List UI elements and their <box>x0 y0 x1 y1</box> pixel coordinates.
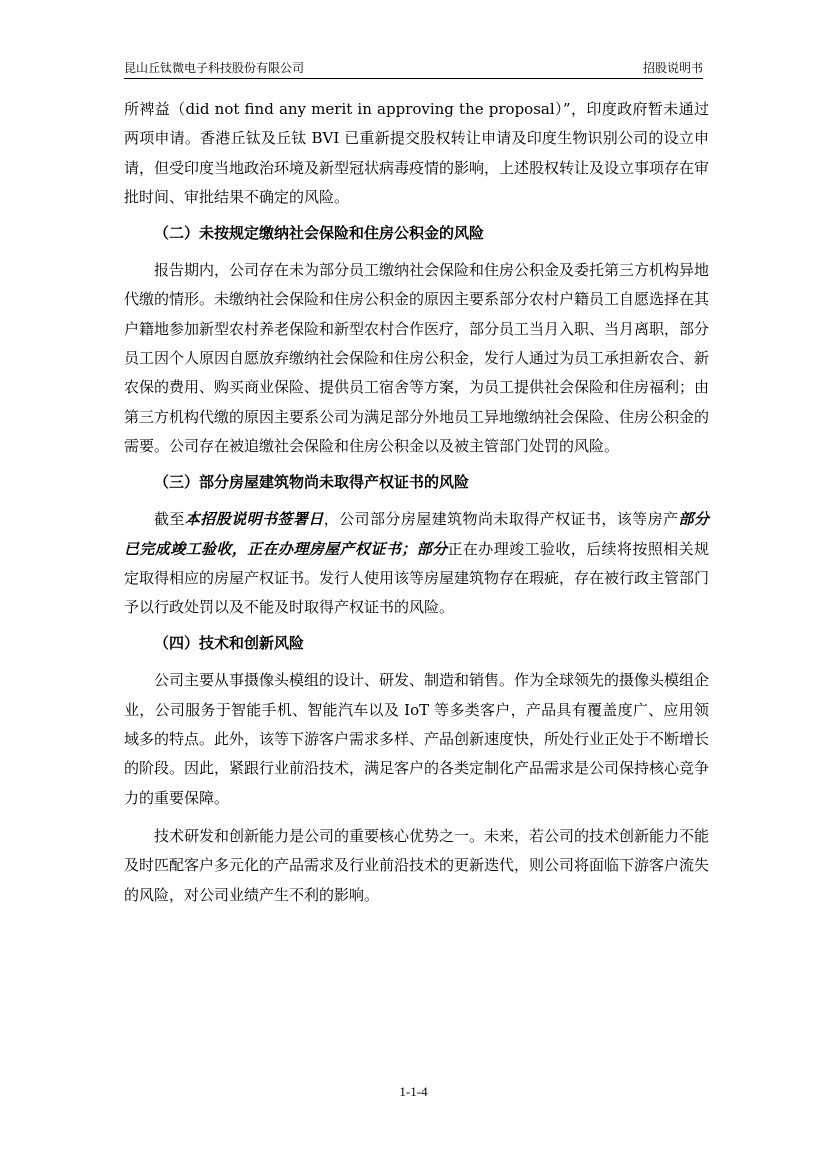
company-name: 昆山丘钛微电子科技股份有限公司 <box>124 61 305 75</box>
section-4-paragraph-1: 公司主要从事摄像头模组的设计、研发、制造和销售。作为全球领先的摄像头模组企业，公司服务于智能手机、智能汽车以及 IoT 等多类客户，产品具有覆盖度广、应用领域多的特点。此外，该等下游客户需求多样、产品创新速度快，所处行业正处于不断增长的阶段。因此，紧跟行业前沿技术，满足客户的各类定制化产品需求是公司保持核心竞争力的重要保障。 <box>124 671 710 807</box>
s3-text-3: 正在办理竣工验收，后续将按照相关规定取得相应的房屋产权证书。发行人使用该等房屋建筑物存在瑕疵，存在被行政主管部门予以行政处罚以及不能及时取得产权证书的风险。 <box>124 539 710 617</box>
s3-bold-2: 部分已完成竣工验收，正在办理房屋产权证书；部分 <box>124 510 709 558</box>
header-rule <box>124 78 703 79</box>
section-3-paragraph <box>124 505 709 622</box>
s3-text-2: ，公司部分房屋建筑物尚未取得产权证书，该等房产 <box>323 510 679 529</box>
section-2-paragraph: 报告期内，公司存在未为部分员工缴纳社会保险和住房公积金及委托第三方机构异地代缴的情形。未缴纳社会保险和住房公积金的原因主要系部分农村户籍员工自愿选择在其户籍地参加新型农村养老保险和新型农村合作医疗，部分员工当月入职、当月离职，部分员工因个人原因自愿放弃缴纳社会保险和住房公积金，发行人通过为员工承担新农合、新农保的费用、购买商业保险、提供员工宿舍等方案，为员工提供社会保险和住房福利；由第三方机构代缴的原因主要系公司为满足部分外地员工异地缴纳社会保险、住房公积金的需要。公司存在被追缴社会保险和住房公积金以及被主管部门处罚的风险。 <box>124 261 710 455</box>
page-number: 1-1-4 <box>399 1084 428 1099</box>
document-type: 招股说明书 <box>642 61 703 75</box>
page-header <box>124 57 703 79</box>
intro-paragraph: 所裨益（did not find any merit in approving the proposal）”，印度政府暂未通过两项申请。香港丘钛及丘钛 BVI 已重新提交股权转让申请及印度生物识别公司的设立申请，但受印度当地政治环境及新型冠状病毒疫情的影响，上述股权转让及设立事项存在审批时间、审批结果不确定的风险。 <box>124 100 710 206</box>
section-4-heading: （四）技术和创新风险 <box>154 634 305 653</box>
document-body <box>124 95 709 919</box>
s3-text-1: 截至 <box>154 510 185 529</box>
s3-bold-1: 本招股说明书签署日 <box>184 510 324 529</box>
section-2-heading: （二）未按规定缴纳社会保险和住房公积金的风险 <box>154 224 485 243</box>
section-3-heading: （三）部分房屋建筑物尚未取得产权证书的风险 <box>154 473 470 492</box>
section-4-paragraph-2: 技术研发和创新能力是公司的重要核心优势之一。未来，若公司的技术创新能力不能及时匹配客户多元化的产品需求及行业前沿技术的更新迭代，则公司将面临下游客户流失的风险，对公司业绩产生不利的影响。 <box>124 826 710 904</box>
